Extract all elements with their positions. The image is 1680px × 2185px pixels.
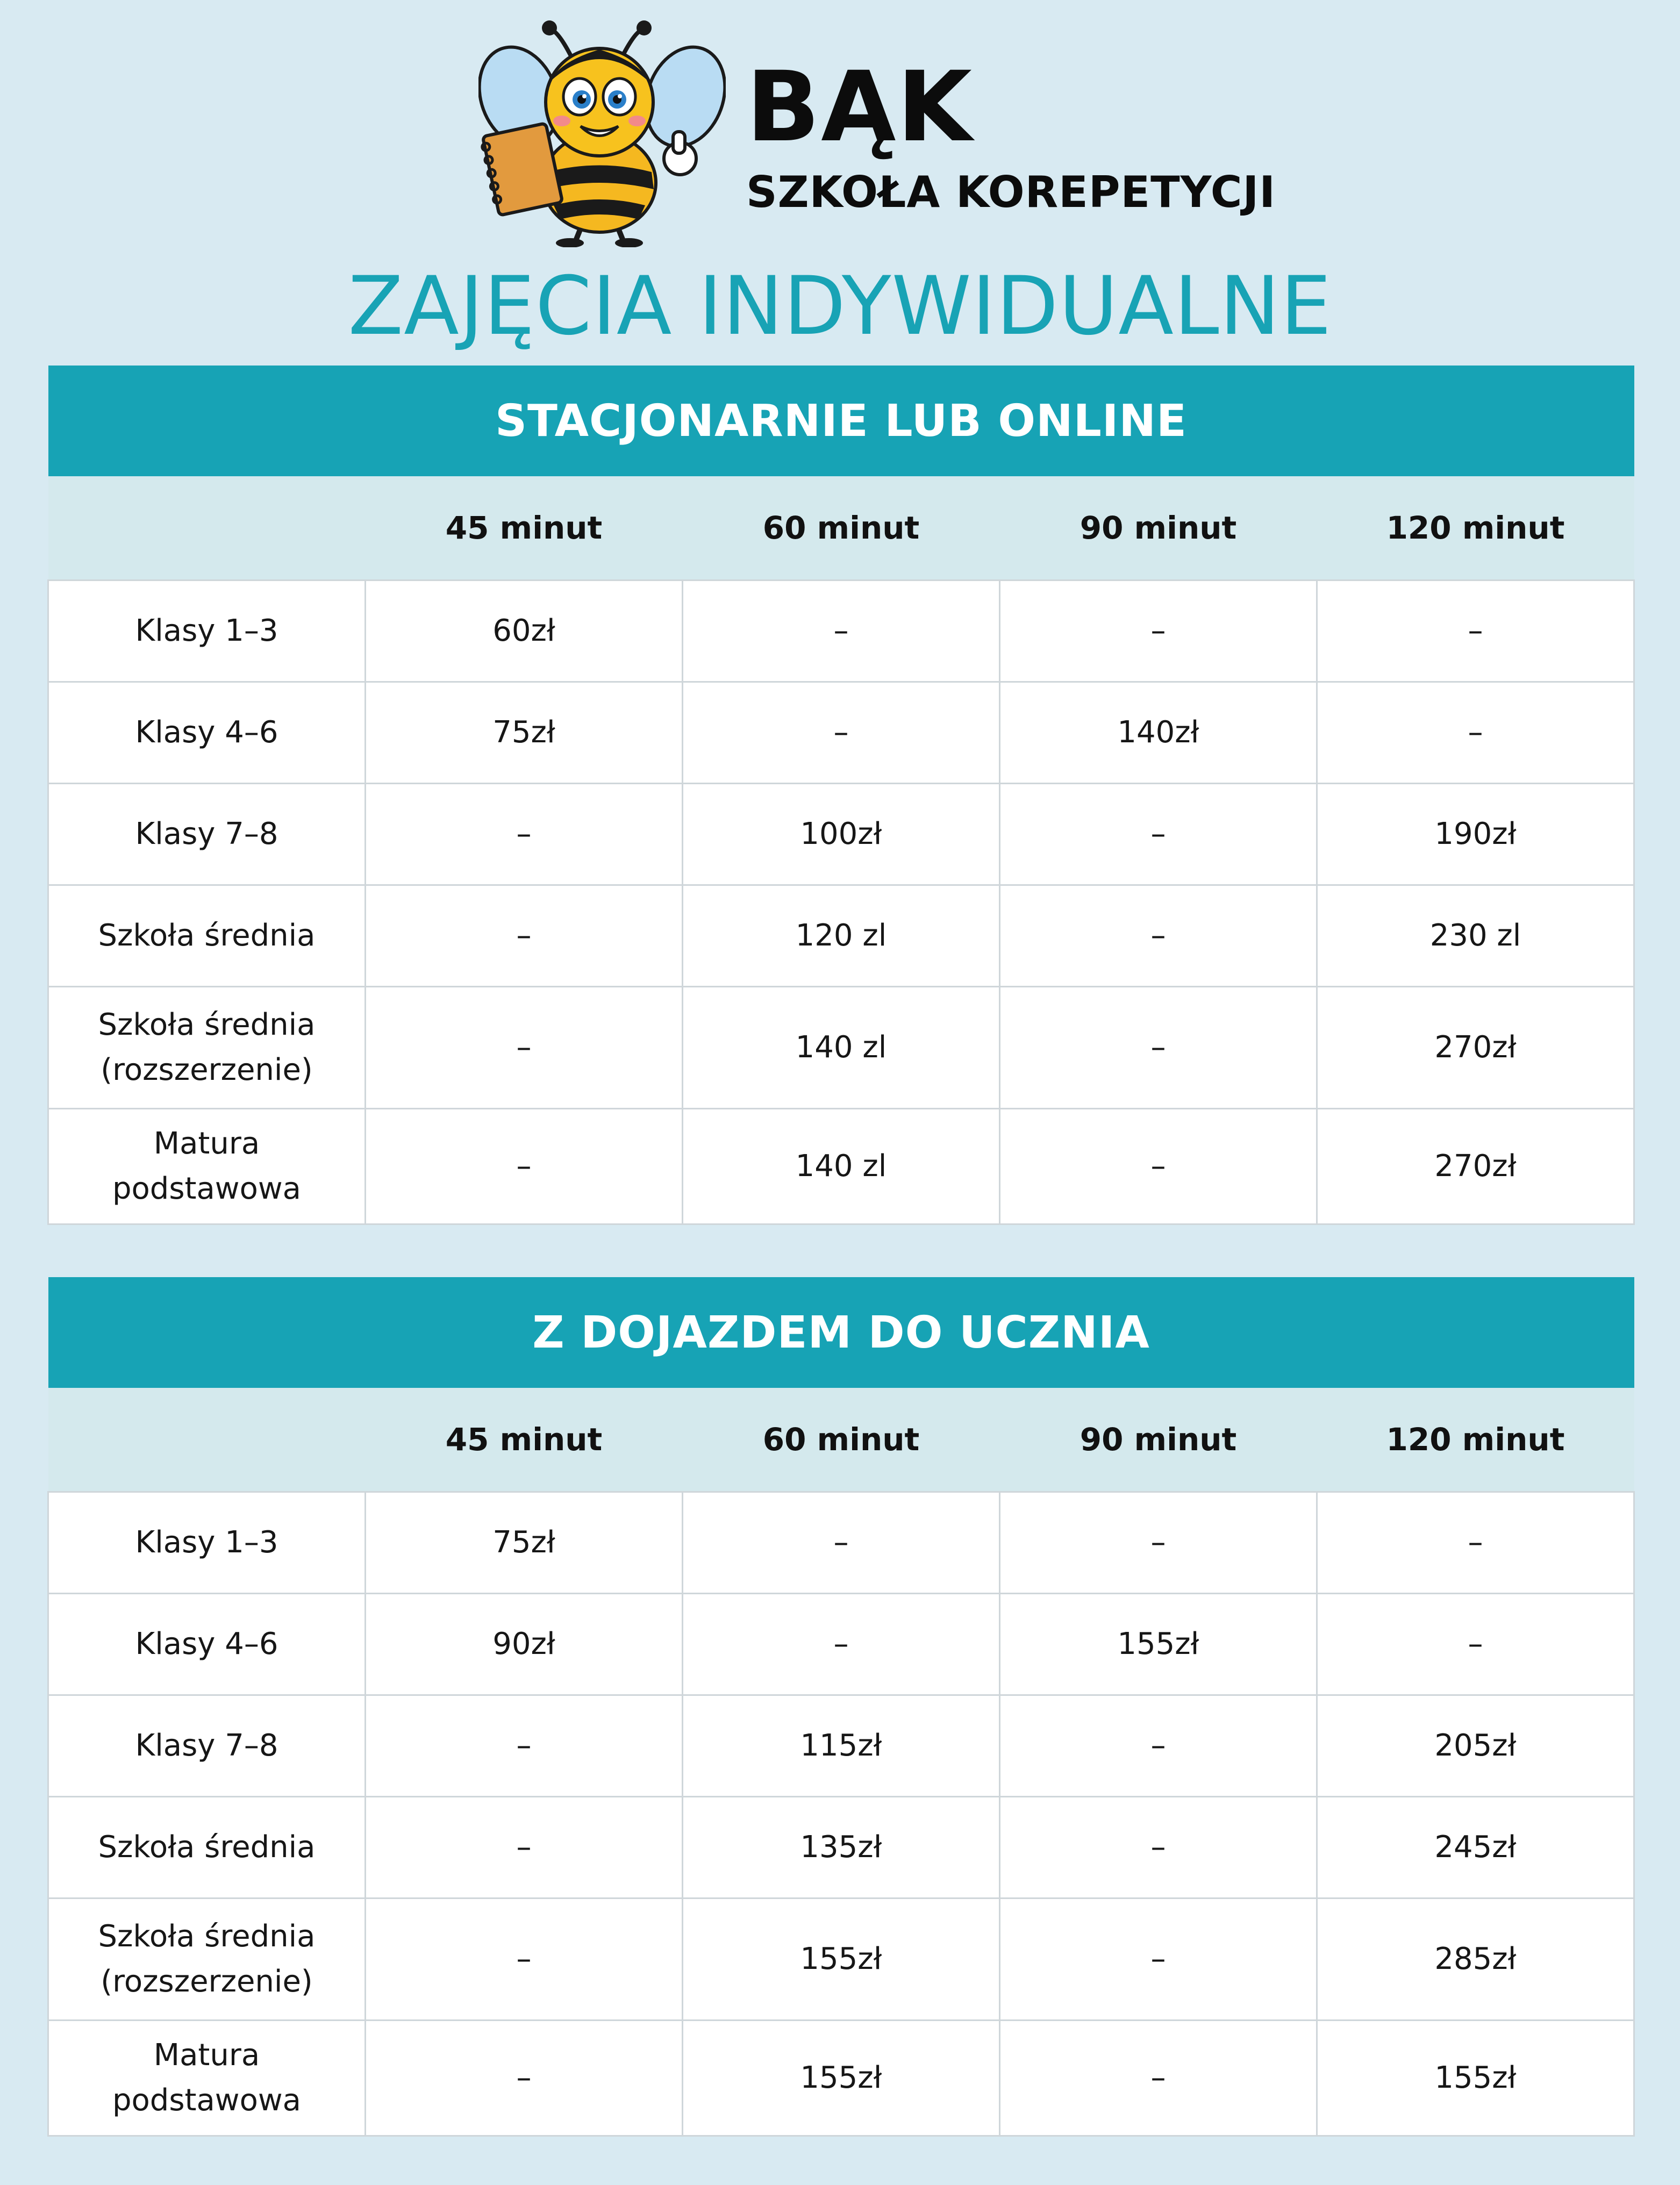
price-cell: – <box>366 885 683 987</box>
price-table-stationary <box>47 366 1635 1225</box>
price-cell: 155zł <box>683 1899 1000 2021</box>
price-cell: 245zł <box>1317 1797 1634 1899</box>
price-cell: – <box>1317 1594 1634 1695</box>
price-cell: – <box>366 2021 683 2136</box>
column-header-empty <box>48 476 366 581</box>
price-cell: 115zł <box>683 1695 1000 1797</box>
row-label: Szkoła średnia <box>48 885 366 987</box>
table-row <box>48 2021 1634 2136</box>
row-label: Matura podstawowa <box>48 1109 366 1224</box>
table-row <box>48 581 1634 682</box>
price-cell: – <box>683 682 1000 784</box>
table-row <box>48 1899 1634 2021</box>
price-cell: – <box>366 987 683 1109</box>
price-cell: – <box>683 1594 1000 1695</box>
column-header-row <box>48 1388 1634 1492</box>
price-cell: – <box>366 1899 683 2021</box>
price-table-home-visit <box>47 1277 1635 2137</box>
row-label: Klasy 4–6 <box>48 1594 366 1695</box>
brand-name: BĄK <box>746 51 973 163</box>
row-label: Klasy 4–6 <box>48 682 366 784</box>
column-header: 45 minut <box>366 476 683 581</box>
row-label: Klasy 7–8 <box>48 1695 366 1797</box>
price-cell: – <box>1000 784 1317 885</box>
price-cell: – <box>1317 1492 1634 1594</box>
price-cell: – <box>1317 581 1634 682</box>
price-cell: 270zł <box>1317 1109 1634 1224</box>
price-cell: – <box>1000 987 1317 1109</box>
price-cell: 60zł <box>366 581 683 682</box>
price-cell: – <box>1000 2021 1317 2136</box>
column-header-empty <box>48 1388 366 1492</box>
price-cell: 285zł <box>1317 1899 1634 2021</box>
table-row <box>48 1109 1634 1224</box>
price-cell: – <box>1000 1695 1317 1797</box>
brand-subtitle: SZKOŁA KOREPETYCJI <box>746 167 1276 217</box>
column-header: 90 minut <box>1000 1388 1317 1492</box>
price-cell: – <box>1000 581 1317 682</box>
row-label: Szkoła średnia (rozszerzenie) <box>48 1899 366 2021</box>
price-cell: – <box>1000 885 1317 987</box>
price-cell: 140zł <box>1000 682 1317 784</box>
price-cell: 155zł <box>1317 2021 1634 2136</box>
page-title: ZAJĘCIA INDYWIDUALNE <box>348 260 1332 353</box>
price-cell: – <box>366 1695 683 1797</box>
row-label: Szkoła średnia (rozszerzenie) <box>48 987 366 1109</box>
price-cell: 75zł <box>366 1492 683 1594</box>
price-cell: 120 zl <box>683 885 1000 987</box>
price-cell: 75zł <box>366 682 683 784</box>
price-cell: 135zł <box>683 1797 1000 1899</box>
table-row <box>48 1797 1634 1899</box>
column-header: 60 minut <box>683 476 1000 581</box>
price-cell: 270zł <box>1317 987 1634 1109</box>
price-cell: – <box>1000 1492 1317 1594</box>
row-label: Szkoła średnia <box>48 1797 366 1899</box>
column-header: 120 minut <box>1317 1388 1634 1492</box>
price-cell: 155zł <box>1000 1594 1317 1695</box>
price-cell: – <box>1000 1109 1317 1224</box>
table-row <box>48 1492 1634 1594</box>
price-cell: 230 zl <box>1317 885 1634 987</box>
price-cell: 140 zl <box>683 1109 1000 1224</box>
price-cell: 190zł <box>1317 784 1634 885</box>
price-cell: – <box>1000 1899 1317 2021</box>
price-cell: – <box>366 1797 683 1899</box>
row-label: Klasy 1–3 <box>48 1492 366 1594</box>
row-label: Klasy 7–8 <box>48 784 366 885</box>
section-title: Z DOJAZDEM DO UCZNIA <box>48 1277 1634 1388</box>
column-header: 45 minut <box>366 1388 683 1492</box>
price-cell: – <box>1317 682 1634 784</box>
price-cell: 140 zl <box>683 987 1000 1109</box>
price-cell: – <box>366 1109 683 1224</box>
price-cell: 205zł <box>1317 1695 1634 1797</box>
column-header: 120 minut <box>1317 476 1634 581</box>
price-cell: 100zł <box>683 784 1000 885</box>
table-row <box>48 987 1634 1109</box>
price-cell: – <box>683 1492 1000 1594</box>
row-label: Klasy 1–3 <box>48 581 366 682</box>
table-row <box>48 1594 1634 1695</box>
table-row <box>48 682 1634 784</box>
column-header: 60 minut <box>683 1388 1000 1492</box>
row-label: Matura podstawowa <box>48 2021 366 2136</box>
price-cell: 155zł <box>683 2021 1000 2136</box>
price-cell: 90zł <box>366 1594 683 1695</box>
table-row <box>48 1695 1634 1797</box>
header <box>0 0 1680 269</box>
section-title: STACJONARNIE LUB ONLINE <box>48 366 1634 476</box>
bee-mascot-icon <box>478 16 726 247</box>
price-cell: – <box>683 581 1000 682</box>
column-header: 90 minut <box>1000 476 1317 581</box>
table-row <box>48 885 1634 987</box>
price-cell: – <box>366 784 683 885</box>
column-header-row <box>48 476 1634 581</box>
table-row <box>48 784 1634 885</box>
price-cell: – <box>1000 1797 1317 1899</box>
